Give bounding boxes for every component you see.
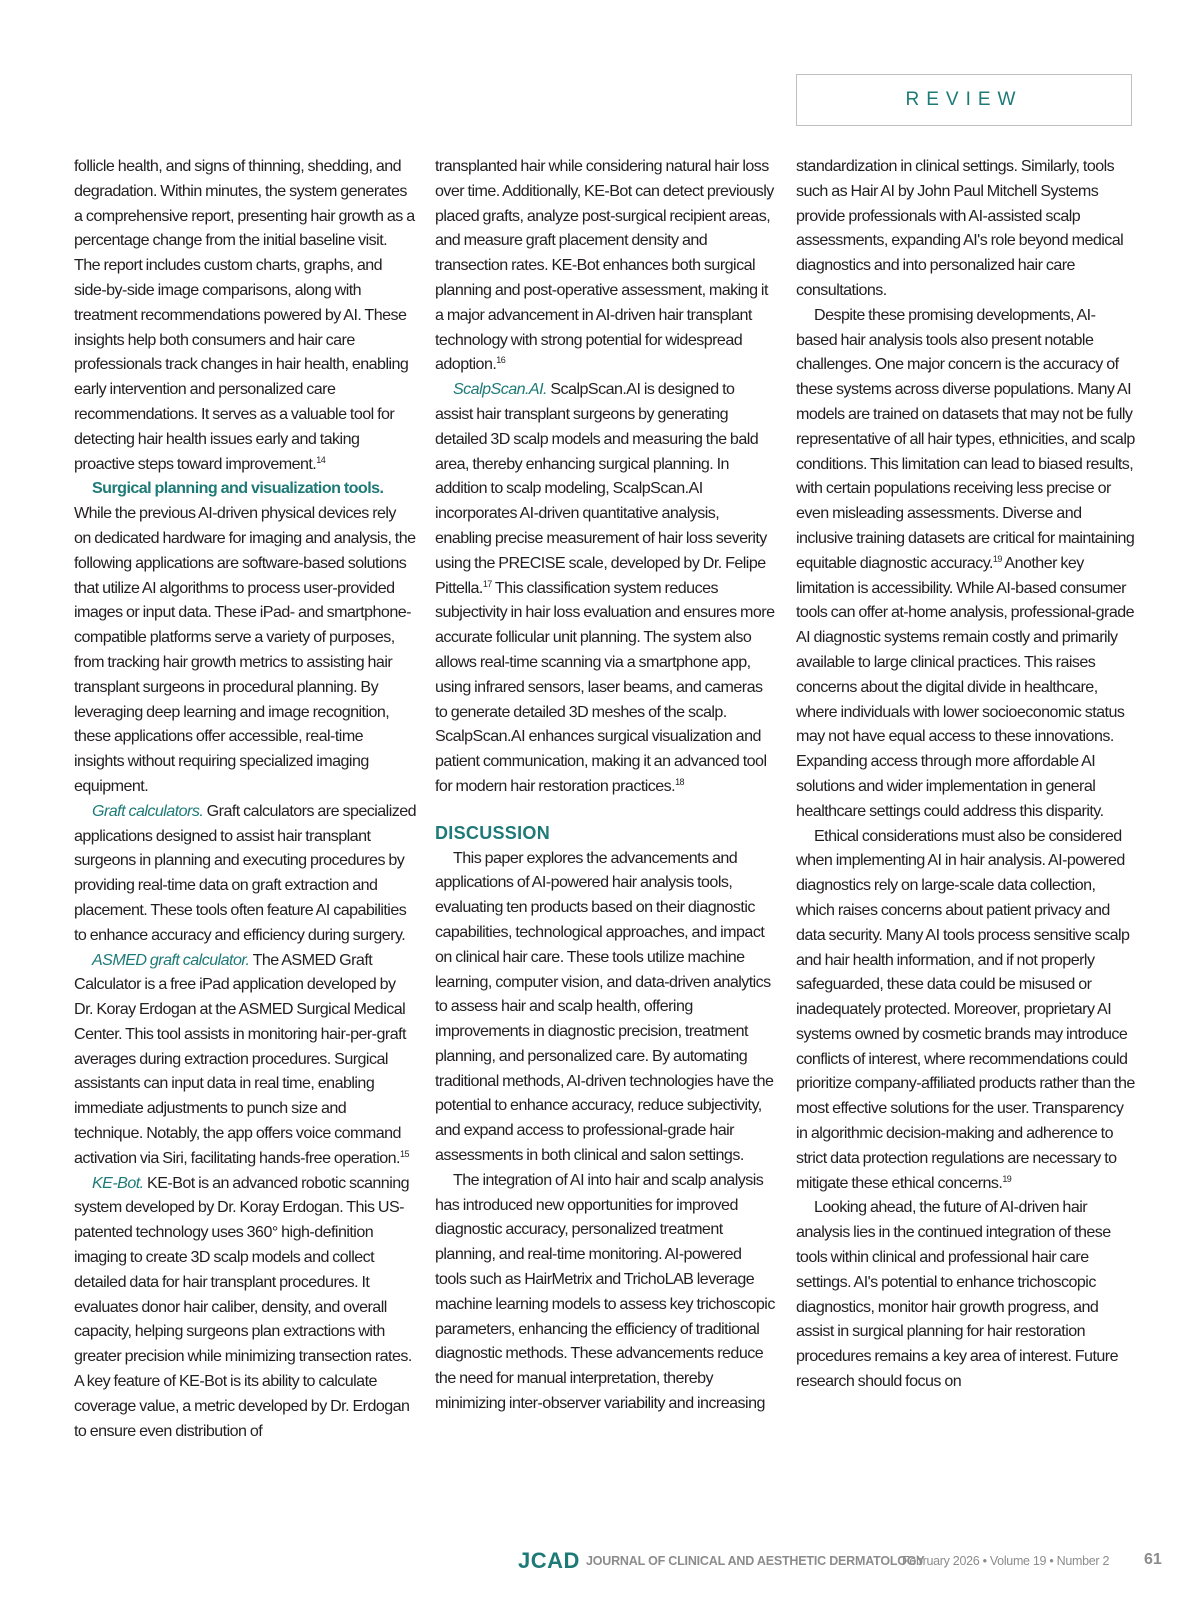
paragraph: Ethical considerations must also be considered when implementing AI in hair analysis. AI-powered diagnostics rely on large-scale data collection, which raises concerns about patient privacy and data security. Many AI tools process sensitive scalp and hair health information, and if not properly safeguarded, these data could be misused or inadequately protected. Moreover, proprietary AI systems owned by cosmetic brands may introduce conflicts of interest, where recommendations could prioritize company-affiliated products rather than the most effective solutions for the user. Transparency in algorithmic decision-making and adherence to strict data protection regulations are necessary to mitigate these ethical concerns.$^{19}$ (796, 826, 1135, 1192)
paragraph: follicle health, and signs of thinning, shedding, and degradation. Within minutes, the system generates a comprehensive report, presenting hair growth as a percentage change from the initial baseline visit. The report includes custom charts, graphs, and side-by-side image comparisons, along with treatment recommendations powered by AI. These insights help both consumers and hair care professionals track changes in hair health, enabling early intervention and personalized care recommendations. It serves as a valuable tool for detecting hair health issues early and taking proactive steps toward improvement.$^{14}$ (74, 157, 415, 473)
column-1 (74, 154, 416, 1443)
reference-superscript: 19 (992, 553, 1002, 564)
paragraph: KE-Bot. KE-Bot is an advanced robotic scanning system developed by Dr. Koray Erdogan. This US-patented technology uses 360° high-definition imaging to create 3D scalp models and collect detailed data for hair transplant procedures. It evaluates donor hair caliber, density, and overall capacity, helping surgeons plan extractions with greater precision while minimizing transection rates. A key feature of KE-Bot is its ability to calculate coverage value, a metric developed by Dr. Erdogan to ensure even distribution of (74, 1173, 412, 1440)
reference-superscript: 17 (482, 578, 492, 589)
paragraph: standardization in clinical settings. Similarly, tools such as Hair AI by John Paul Mitchell Systems provide professionals with AI-assisted scalp assessments, expanding AI's role beyond medical diagnostics and into personalized hair care consultations. (796, 157, 1124, 299)
reference-superscript: 19 (1002, 1173, 1012, 1184)
subsection-heading: Graft calculators. (92, 801, 204, 820)
paragraph: ScalpScan.AI. ScalpScan.AI is designed to assist hair transplant surgeons by generating detailed 3D scalp models and measuring the bald area, thereby enhancing surgical planning. In addition to scalp modeling, ScalpScan.AI incorporates AI-driven quantitative analysis, enabling precise measurement of hair loss severity using the PRECISE scale, developed by Dr. Felipe Pittella.$^{17}$ This classification system reduces subjectivity in hair loss evaluation and ensures more accurate follicular unit planning. The system also allows real-time scanning via a smartphone app, using infrared sensors, laser beams, and cameras to generate detailed 3D meshes of the scalp. ScalpScan.AI enhances surgical visualization and patient communication, making it an advanced tool for modern hair restoration practices.$^{18}$ (435, 380, 775, 795)
paragraph: The integration of AI into hair and scalp analysis has introduced new opportunities for improved diagnostic accuracy, personalized treatment planning, and real-time monitoring. AI-powered tools such as HairMetrix and TrichoLAB leverage machine learning models to assess key trichoscopic parameters, enhancing the efficiency of traditional diagnostic methods. These advancements reduce the need for manual interpretation, thereby minimizing inter-observer variability and increasing (435, 1170, 775, 1413)
reference-superscript: 15 (399, 1148, 409, 1159)
reference-superscript: 14 (316, 454, 326, 465)
subsection-heading: KE-Bot. (92, 1173, 144, 1192)
paragraph: Looking ahead, the future of AI-driven hair analysis lies in the continued integration of these tools within clinical and professional hair care settings. AI's potential to enhance trichoscopic diagnostics, monitor hair growth progress, and assist in surgical planning for hair restoration procedures remains a key area of interest. Future research should focus on (796, 1198, 1118, 1391)
column-2 (435, 154, 775, 1416)
journal-logo: JCAD (518, 1548, 580, 1573)
page-footer (0, 1548, 1200, 1578)
issue-info: February 2026 • Volume 19 • Number 2 (902, 1554, 1110, 1568)
journal-name: JOURNAL OF CLINICAL AND AESTHETIC DERMATOLOGY (586, 1554, 925, 1568)
column-3 (796, 154, 1136, 1394)
subsection-heading: ScalpScan.AI. (453, 380, 547, 399)
section-label: REVIEW (796, 74, 1132, 126)
page-number: 61 (1144, 1551, 1162, 1568)
paragraph: Graft calculators. Graft calculators are specialized applications designed to assist hair transplant surgeons in planning and executing procedures by providing real-time data on graft extraction and placement. These tools often feature AI capabilities to enhance accuracy and efficiency during surgery. (74, 801, 417, 944)
reference-superscript: 16 (496, 355, 506, 366)
paragraph: ASMED graft calculator. The ASMED Graft Calculator is a free iPad application developed by Dr. Koray Erdogan at the ASMED Surgical Medical Center. This tool assists in monitoring hair-per-graft averages during extraction procedures. Surgical assistants can input data in real time, enabling immediate adjustments to punch size and technique. Notably, the app offers voice command activation via Siri, facilitating hands-free operation.$^{15}$ (74, 950, 409, 1167)
section-heading: DISCUSSION (435, 822, 551, 843)
reference-superscript: 18 (675, 776, 684, 787)
paragraph: transplanted hair while considering natural hair loss over time. Additionally, KE-Bot can detect previously placed grafts, analyze post-surgical recipient areas, and measure graft placement density and transection rates. KE-Bot enhances both surgical planning and post-operative assessment, making it a major advancement in AI-driven hair transplant technology with strong potential for widespread adoption.$^{16}$ (435, 157, 774, 374)
subsection-heading: ASMED graft calculator. (92, 950, 250, 969)
paragraph: Despite these promising developments, AI-based hair analysis tools also present notable challenges. One major concern is the accuracy of these systems across diverse populations. Many AI models are trained on datasets that may not be fully representative of all hair types, ethnicities, and scalp conditions. This limitation can lead to biased results, with certain populations receiving less precise or even misleading assessments. Diverse and inclusive training datasets are critical for maintaining equitable diagnostic accuracy.$^{19}$ Another key limitation is accessibility. While AI-based consumer tools can offer at-home analysis, professional-grade AI diagnostic systems remain costly and primarily available to large clinical practices. This raises concerns about the digital divide in healthcare, where individuals with lower socioeconomic status may not have equal access to these innovations. Expanding access through more affordable AI solutions and wider implementation in general healthcare settings could address this disparity. (796, 305, 1135, 820)
paragraph: Surgical planning and visualization tools. While the previous AI-driven physical devices rely on dedicated hardware for imaging and analysis, the following applications are software-based solutions that utilize AI algorithms to process user-provided images or input data. These iPad- and smartphone-compatible platforms serve a variety of purposes, from tracking hair growth metrics to assisting hair transplant surgeons in procedural planning. By leveraging deep learning and image recognition, these applications offer accessible, real-time insights without requiring specialized imaging equipment. (74, 479, 416, 795)
paragraph: This paper explores the advancements and applications of AI-powered hair analysis tools, evaluating ten products based on their diagnostic capabilities, technological approaches, and impact on clinical hair care. These tools utilize machine learning, computer vision, and data-driven analytics to assess hair and scalp health, offering improvements in diagnostic precision, treatment planning, and personalized care. By automating traditional methods, AI-driven technologies have the potential to enhance accuracy, reduce subjectivity, and expand access to professional-grade hair assessments in both clinical and salon settings. (435, 848, 774, 1165)
subsection-heading: Surgical planning and visualization tools. (92, 479, 384, 498)
